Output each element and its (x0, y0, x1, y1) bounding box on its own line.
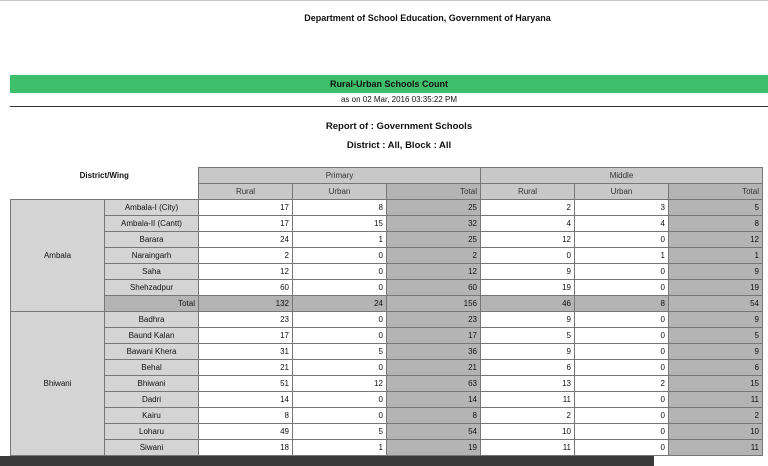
count-cell: 11 (481, 440, 575, 456)
district-total-cell: 156 (387, 296, 481, 312)
middle-urban-header: Urban (575, 184, 669, 200)
count-cell: 0 (293, 312, 387, 328)
count-cell: 49 (199, 424, 293, 440)
block-name-cell: Ambala-II (Cantt) (105, 216, 199, 232)
count-cell: 0 (575, 312, 669, 328)
block-name-cell: Baund Kalan (105, 328, 199, 344)
total-count-cell: 6 (669, 360, 763, 376)
department-title: Department of School Education, Government of Haryana (304, 13, 551, 23)
primary-group-header: Primary (199, 168, 481, 184)
count-cell: 14 (199, 392, 293, 408)
total-label-cell: Total (105, 296, 199, 312)
middle-rural-header: Rural (481, 184, 575, 200)
total-count-cell: 25 (387, 232, 481, 248)
count-cell: 0 (575, 360, 669, 376)
total-count-cell: 25 (387, 200, 481, 216)
blank-header-cell (11, 184, 199, 200)
total-count-cell: 5 (669, 328, 763, 344)
group-header-row (11, 168, 763, 184)
count-cell: 4 (575, 216, 669, 232)
total-count-cell: 17 (387, 328, 481, 344)
report-banner: Rural-Urban Schools Count (10, 75, 768, 93)
district-name-cell: Bhiwani (11, 312, 105, 456)
total-count-cell: 5 (669, 200, 763, 216)
middle-group-header: Middle (481, 168, 763, 184)
district-block-filter: District : All, Block : All (346, 140, 452, 151)
total-count-cell: 10 (669, 424, 763, 440)
block-name-cell: Shehzadpur (105, 280, 199, 296)
schools-count-table (10, 167, 763, 456)
count-cell: 0 (481, 248, 575, 264)
total-count-cell: 11 (669, 392, 763, 408)
count-cell: 2 (575, 376, 669, 392)
total-count-cell: 36 (387, 344, 481, 360)
count-cell: 5 (293, 344, 387, 360)
count-cell: 60 (199, 280, 293, 296)
table-row (11, 440, 763, 456)
total-count-cell: 9 (669, 264, 763, 280)
table-body (11, 200, 763, 456)
total-count-cell: 63 (387, 376, 481, 392)
table-row (11, 248, 763, 264)
block-name-cell: Naraingarh (105, 248, 199, 264)
table-row (11, 328, 763, 344)
count-cell: 0 (293, 360, 387, 376)
count-cell: 1 (293, 232, 387, 248)
count-cell: 2 (481, 200, 575, 216)
total-count-cell: 12 (669, 232, 763, 248)
count-cell: 2 (199, 248, 293, 264)
count-cell: 8 (199, 408, 293, 424)
count-cell: 18 (199, 440, 293, 456)
table-row (11, 200, 763, 216)
table-row (11, 344, 763, 360)
top-border (0, 0, 768, 1)
block-name-cell: Kairu (105, 408, 199, 424)
count-cell: 13 (481, 376, 575, 392)
table-row (11, 216, 763, 232)
total-count-cell: 8 (387, 408, 481, 424)
district-total-cell: 132 (199, 296, 293, 312)
table-row (11, 312, 763, 328)
count-cell: 0 (293, 264, 387, 280)
block-name-cell: Saha (105, 264, 199, 280)
count-cell: 10 (481, 424, 575, 440)
block-name-cell: Bawani Khera (105, 344, 199, 360)
count-cell: 9 (481, 264, 575, 280)
total-count-cell: 9 (669, 344, 763, 360)
count-cell: 0 (575, 232, 669, 248)
count-cell: 17 (199, 328, 293, 344)
total-count-cell: 54 (387, 424, 481, 440)
table-row (11, 280, 763, 296)
count-cell: 8 (293, 200, 387, 216)
count-cell: 12 (481, 232, 575, 248)
count-cell: 17 (199, 200, 293, 216)
count-cell: 19 (481, 280, 575, 296)
block-name-cell: Dadri (105, 392, 199, 408)
total-count-cell: 12 (387, 264, 481, 280)
count-cell: 0 (293, 248, 387, 264)
block-name-cell: Loharu (105, 424, 199, 440)
block-name-cell: Behal (105, 360, 199, 376)
district-total-cell: 46 (481, 296, 575, 312)
count-cell: 0 (575, 408, 669, 424)
count-cell: 9 (481, 344, 575, 360)
count-cell: 6 (481, 360, 575, 376)
count-cell: 12 (293, 376, 387, 392)
sub-header-row (11, 184, 763, 200)
table-row (11, 392, 763, 408)
count-cell: 4 (481, 216, 575, 232)
count-cell: 15 (293, 216, 387, 232)
count-cell: 0 (575, 392, 669, 408)
count-cell: 2 (481, 408, 575, 424)
district-total-row (11, 296, 763, 312)
total-count-cell: 1 (669, 248, 763, 264)
total-count-cell: 23 (387, 312, 481, 328)
count-cell: 0 (575, 264, 669, 280)
total-count-cell: 21 (387, 360, 481, 376)
total-count-cell: 11 (669, 440, 763, 456)
block-name-cell: Siwani (105, 440, 199, 456)
district-total-cell: 8 (575, 296, 669, 312)
block-name-cell: Ambala-I (City) (105, 200, 199, 216)
count-cell: 23 (199, 312, 293, 328)
district-wing-header: District/Wing (11, 168, 199, 184)
count-cell: 5 (293, 424, 387, 440)
count-cell: 0 (575, 328, 669, 344)
block-name-cell: Bhiwani (105, 376, 199, 392)
count-cell: 0 (575, 424, 669, 440)
table-row (11, 232, 763, 248)
count-cell: 24 (199, 232, 293, 248)
table-row (11, 424, 763, 440)
count-cell: 9 (481, 312, 575, 328)
count-cell: 12 (199, 264, 293, 280)
block-name-cell: Barara (105, 232, 199, 248)
district-total-cell: 54 (669, 296, 763, 312)
total-count-cell: 2 (387, 248, 481, 264)
count-cell: 0 (575, 280, 669, 296)
total-count-cell: 15 (669, 376, 763, 392)
table-row (11, 408, 763, 424)
table-row (11, 264, 763, 280)
total-count-cell: 19 (669, 280, 763, 296)
count-cell: 1 (293, 440, 387, 456)
district-total-cell: 24 (293, 296, 387, 312)
primary-total-header: Total (387, 184, 481, 200)
total-count-cell: 32 (387, 216, 481, 232)
count-cell: 0 (575, 344, 669, 360)
report-of-label: Report of : Government Schools (325, 121, 473, 132)
total-count-cell: 14 (387, 392, 481, 408)
horizontal-scrollbar[interactable] (0, 456, 654, 466)
total-count-cell: 60 (387, 280, 481, 296)
total-count-cell: 9 (669, 312, 763, 328)
count-cell: 51 (199, 376, 293, 392)
count-cell: 0 (293, 408, 387, 424)
as-on-timestamp: as on 02 Mar, 2016 03:35:22 PM (340, 95, 458, 104)
count-cell: 0 (293, 392, 387, 408)
count-cell: 1 (575, 248, 669, 264)
district-name-cell: Ambala (11, 200, 105, 312)
table-row (11, 360, 763, 376)
count-cell: 31 (199, 344, 293, 360)
table-row (11, 376, 763, 392)
count-cell: 11 (481, 392, 575, 408)
count-cell: 0 (293, 280, 387, 296)
count-cell: 3 (575, 200, 669, 216)
total-count-cell: 2 (669, 408, 763, 424)
primary-urban-header: Urban (293, 184, 387, 200)
count-cell: 5 (481, 328, 575, 344)
count-cell: 21 (199, 360, 293, 376)
middle-total-header: Total (669, 184, 763, 200)
total-count-cell: 8 (669, 216, 763, 232)
count-cell: 0 (293, 328, 387, 344)
total-count-cell: 19 (387, 440, 481, 456)
count-cell: 0 (575, 440, 669, 456)
divider (10, 106, 768, 107)
block-name-cell: Badhra (105, 312, 199, 328)
count-cell: 17 (199, 216, 293, 232)
primary-rural-header: Rural (199, 184, 293, 200)
